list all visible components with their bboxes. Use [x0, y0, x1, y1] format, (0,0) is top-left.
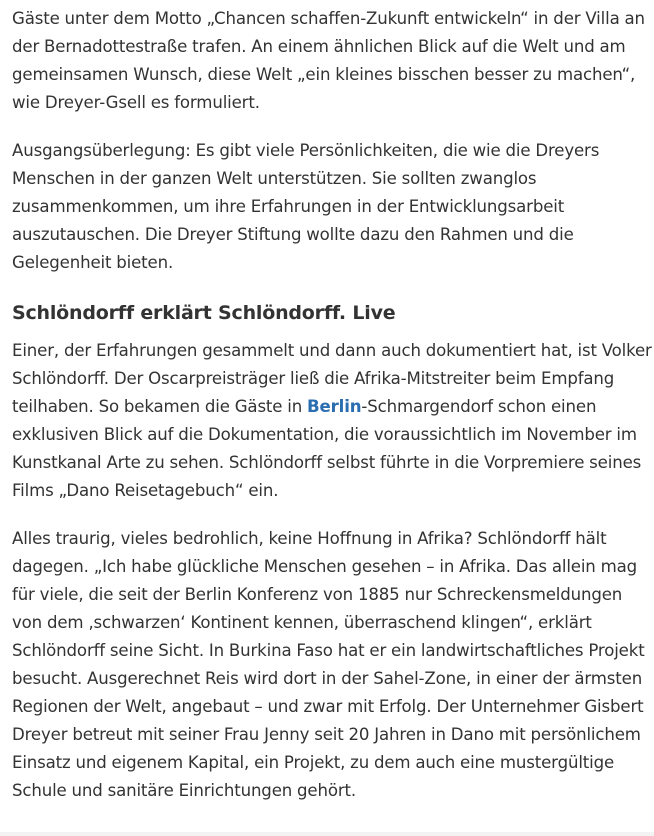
- berlin-link[interactable]: Berlin: [307, 397, 362, 416]
- paragraph-schloendorff: [12, 337, 652, 505]
- paragraph-text-after-link: -Schmargendorf schon einen exklusiven Blick auf die Dokumentation, die voraussichtlich im November im Kunstkanal Arte zu sehen. Schlöndorff selbst führte in die Vorpremiere seines Films „Dano Reisetagebuch“ ein.: [12, 397, 642, 500]
- article-body: [12, 0, 652, 805]
- paragraph-afrika: Alles traurig, vieles bedrohlich, keine Hoffnung in Afrika? Schlöndorff hält dagegen. „Ich habe glückliche Menschen gesehen – in Afrika. Das allein mag für viele, die seit der Berlin Konferenz von 1885 nur Schreckensmeldungen von dem ‚schwarzen‘ Kontinent kennen, überraschend klingen“, erklärt Schlöndorff seine Sicht. In Burkina Faso hat er ein landwirtschaftliches Projekt besucht. Ausgerechnet Reis wird dort in der Sahel-Zone, in einer der ärmsten Regionen der Welt, angebaut – und zwar mit Erfolg. Der Unternehmer Gisbert Dreyer betreut mit seiner Frau Jenny seit 20 Jahren in Dano mit persönlichem Einsatz und eigenem Kapital, ein Projekt, zu dem auch eine mustergültige Schule und sanitäre Einrichtungen gehört.: [12, 529, 645, 800]
- paragraph-text-before-link: Einer, der Erfahrungen gesammelt und dann auch dokumentiert hat, ist Volker Schlöndorff. Der Oscarpreisträger ließ die Afrika-Mitstreiter beim Empfang teilhaben. So bekamen die Gäste in: [12, 341, 652, 416]
- section-heading: Schlöndorff erklärt Schlöndorff. Live: [12, 302, 396, 324]
- paragraph-ausgangsueberlegung: Ausgangsüberlegung: Es gibt viele Persönlichkeiten, die wie die Dreyers Menschen in der ganzen Welt unterstützen. Sie sollten zwanglos zusammenkommen, um ihre Erfahrungen in der Entwicklungsarbeit auszutauschen. Die Dreyer Stiftung wollte dazu den Rahmen und die Gelegenheit bieten.: [12, 141, 600, 272]
- bottom-divider: [0, 832, 654, 836]
- paragraph-intro: Gäste unter dem Motto „Chancen schaffen-Zukunft entwickeln“ in der Villa an der Bernadottestraße trafen. An einem ähnlichen Blick auf die Welt und am gemeinsamen Wunsch, diese Welt „ein kleines bisschen besser zu machen“, wie Dreyer-Gsell es formuliert.: [12, 9, 645, 112]
